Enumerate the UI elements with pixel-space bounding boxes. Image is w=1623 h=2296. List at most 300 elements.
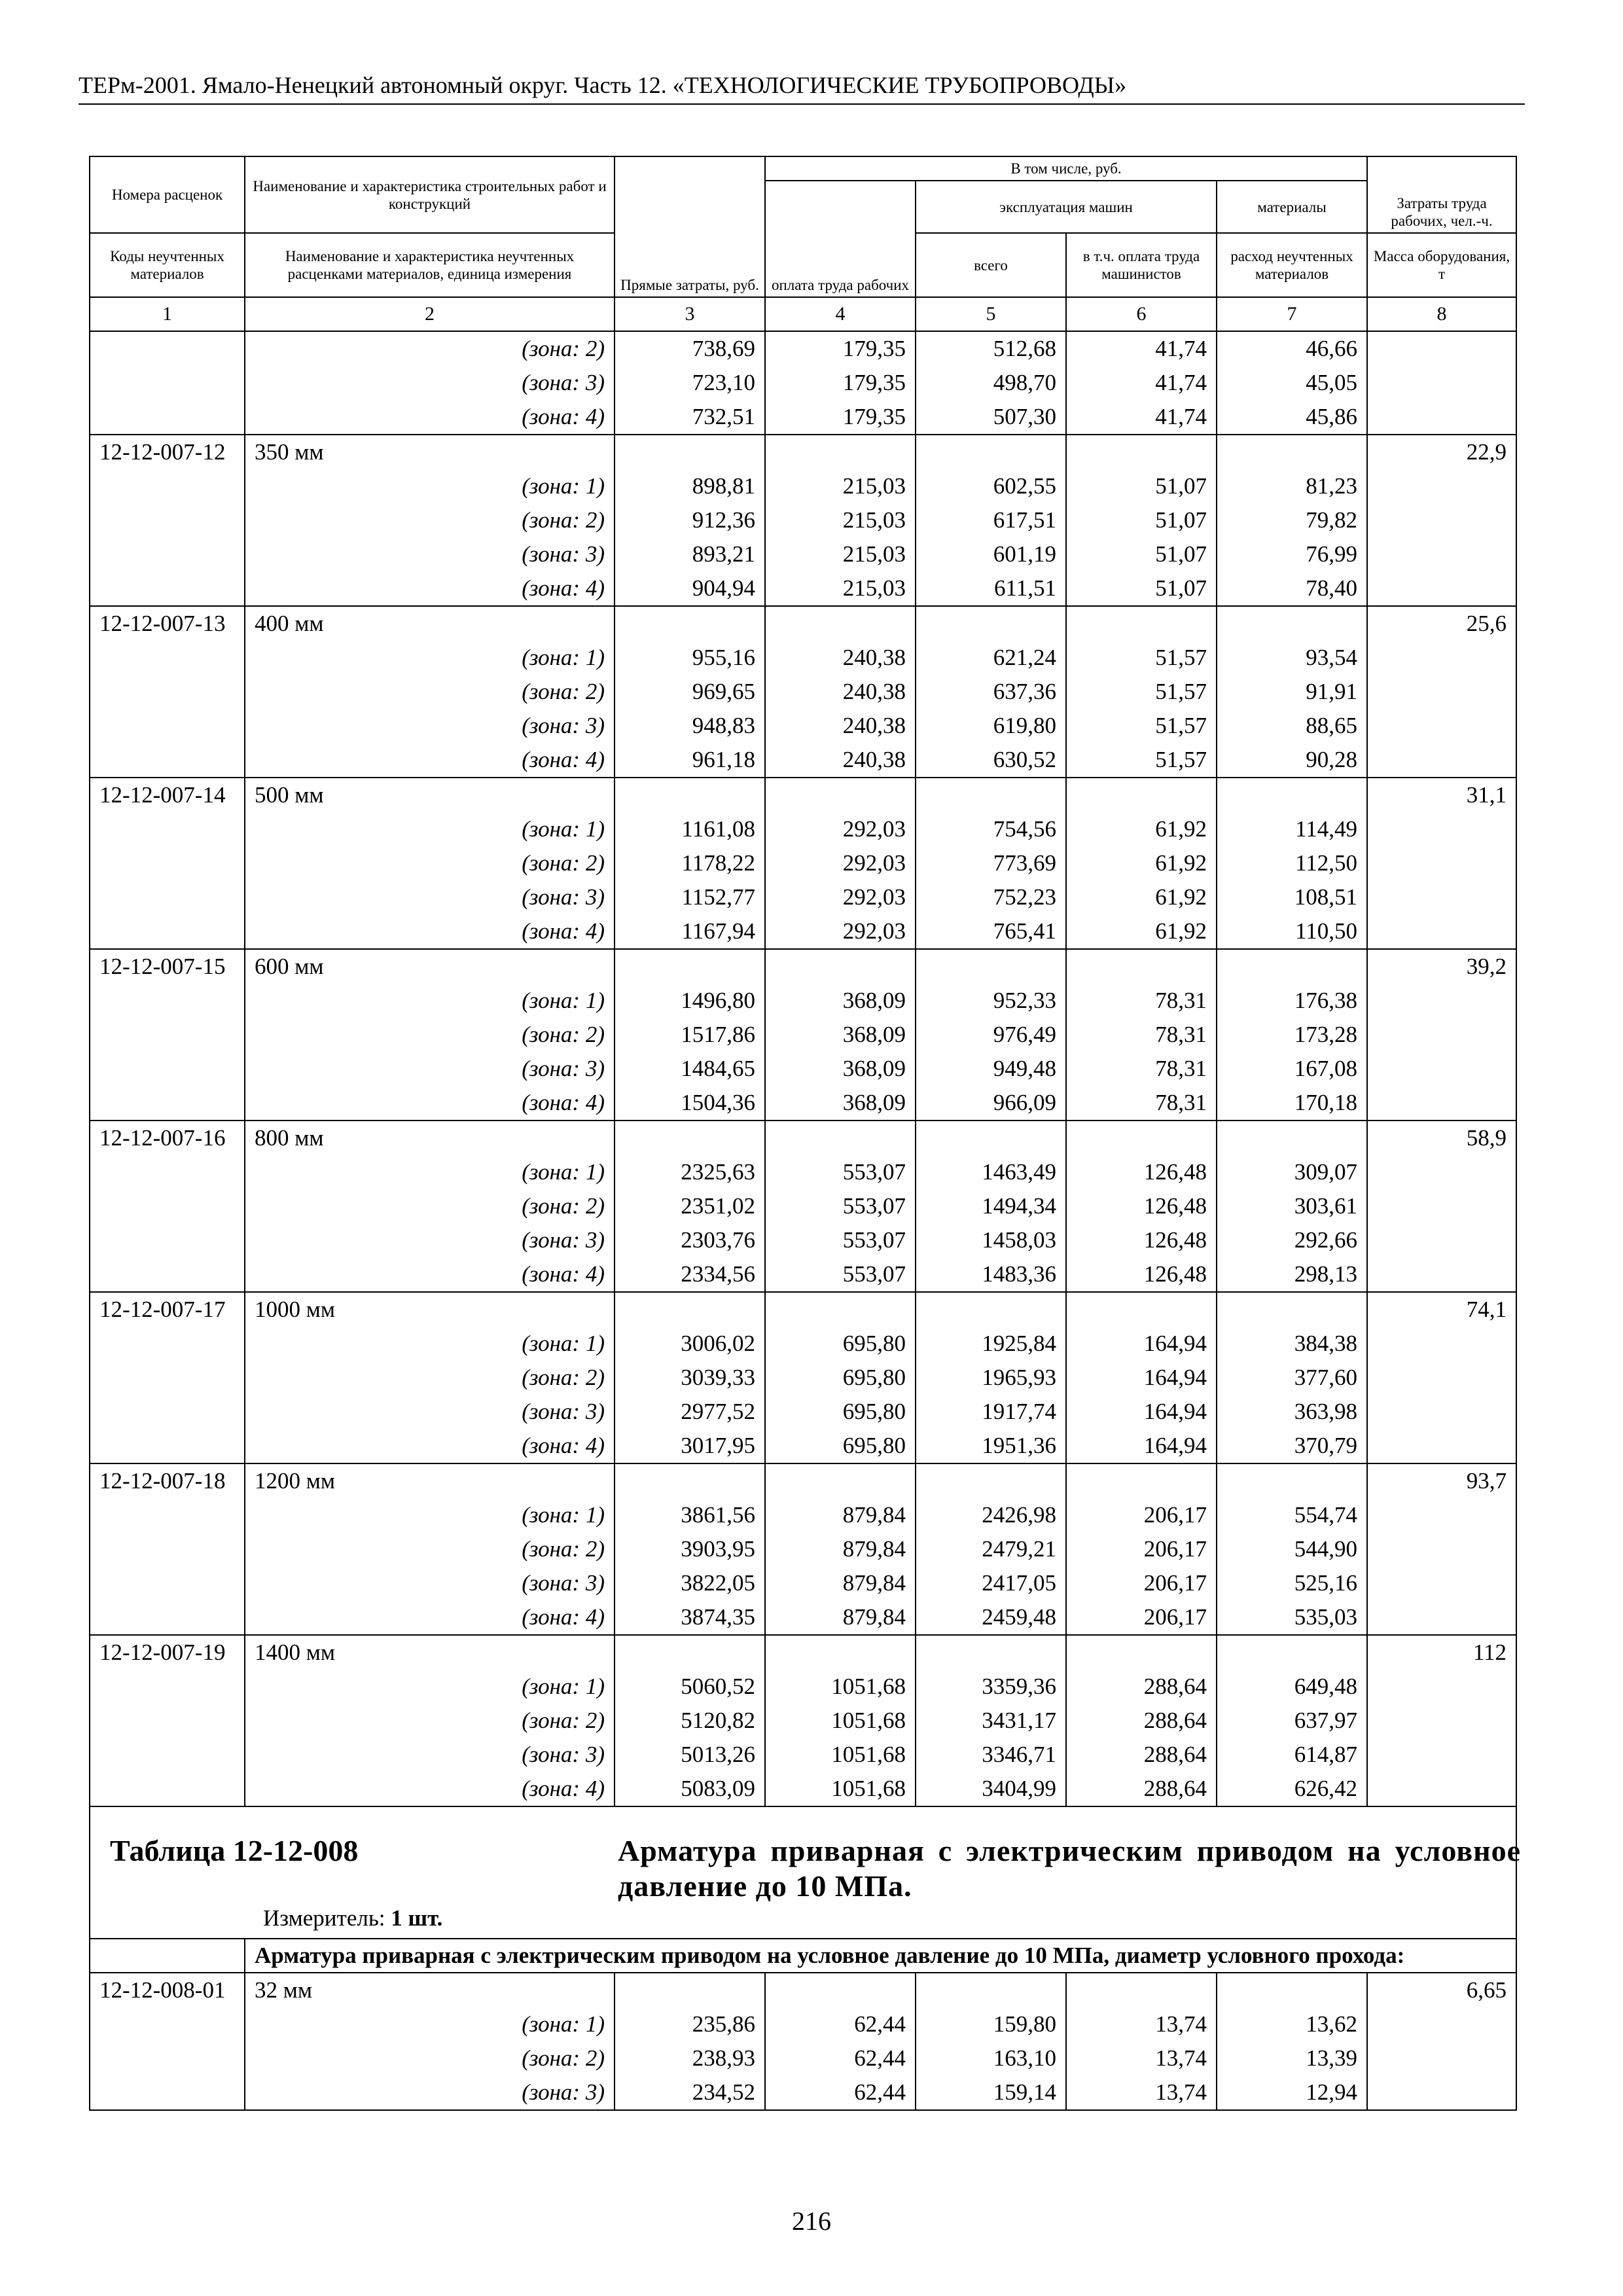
labor-cost: 368,09 — [765, 1052, 916, 1086]
operators-cost: 13,74 — [1066, 2075, 1217, 2110]
materials-cost: 614,87 — [1217, 1738, 1367, 1772]
direct-cost: 5013,26 — [615, 1738, 765, 1772]
col1-bottom-header: Коды неучтенных материалов — [90, 233, 245, 297]
labor-cost: 240,38 — [765, 709, 916, 743]
empty-cell — [916, 606, 1066, 641]
zone-label: (зона: 4) — [245, 1086, 615, 1121]
zone-label: (зона: 4) — [245, 1600, 615, 1635]
direct-cost: 1484,65 — [615, 1052, 765, 1086]
zone-label: (зона: 4) — [245, 400, 615, 435]
direct-cost: 2325,63 — [615, 1155, 765, 1189]
labor-hours-cell — [1367, 1566, 1516, 1600]
materials-cost: 370,79 — [1217, 1429, 1367, 1463]
column-number: 7 — [1217, 297, 1367, 331]
direct-cost: 723,10 — [615, 366, 765, 400]
operators-cost: 51,57 — [1066, 641, 1217, 675]
labor-hours-cell — [1367, 1532, 1516, 1566]
zone-row — [90, 846, 1516, 880]
operators-cost: 164,94 — [1066, 1429, 1217, 1463]
zone-label: (зона: 2) — [245, 1189, 615, 1223]
direct-cost: 1517,86 — [615, 1018, 765, 1052]
empty-cell — [916, 1635, 1066, 1670]
zone-row — [90, 1155, 1516, 1189]
labor-cost: 368,09 — [765, 984, 916, 1018]
direct-cost: 5083,09 — [615, 1772, 765, 1806]
operators-cost: 206,17 — [1066, 1600, 1217, 1635]
labor-cost: 62,44 — [765, 2007, 916, 2041]
code-cell — [90, 366, 245, 400]
labor-hours-cell — [1367, 743, 1516, 778]
labor-cost: 292,03 — [765, 812, 916, 846]
zone-row — [90, 914, 1516, 949]
machines-cost: 1965,93 — [916, 1361, 1066, 1395]
empty-cell — [615, 778, 765, 812]
direct-cost: 912,36 — [615, 503, 765, 537]
direct-cost: 2351,02 — [615, 1189, 765, 1223]
empty-cell — [765, 949, 916, 984]
col8-bottom-header: Масса оборудования, т — [1367, 233, 1516, 297]
code-cell — [90, 812, 245, 846]
col2-top-header: Наименование и характеристика строительных работ и конструкций — [245, 156, 615, 233]
col2-bottom-header: Наименование и характеристика неучтенных расценками материалов, единица измерения — [245, 233, 615, 297]
rate-head-row — [90, 1973, 1516, 2007]
materials-cost: 544,90 — [1217, 1532, 1367, 1566]
empty-cell — [916, 949, 1066, 984]
operators-cost: 206,17 — [1066, 1532, 1217, 1566]
labor-hours: 22,9 — [1367, 435, 1516, 469]
code-cell — [90, 709, 245, 743]
section-title: Арматура приварная с электрическим приводом на условное давление до 10 МПа, диаметр условного прохода: — [245, 1939, 1516, 1973]
zone-row — [90, 1018, 1516, 1052]
zone-label: (зона: 3) — [245, 1566, 615, 1600]
machines-cost: 159,80 — [916, 2007, 1066, 2041]
zone-row — [90, 709, 1516, 743]
zone-label: (зона: 1) — [245, 1498, 615, 1532]
code-cell — [90, 743, 245, 778]
code-cell — [90, 1155, 245, 1189]
labor-cost: 240,38 — [765, 675, 916, 709]
operators-cost: 126,48 — [1066, 1155, 1217, 1189]
operators-cost: 51,57 — [1066, 743, 1217, 778]
code-cell — [90, 400, 245, 435]
zone-row — [90, 1361, 1516, 1395]
empty-cell — [1066, 1463, 1217, 1498]
operators-cost: 61,92 — [1066, 846, 1217, 880]
zone-row — [90, 1566, 1516, 1600]
zone-row — [90, 1670, 1516, 1704]
labor-cost: 292,03 — [765, 880, 916, 914]
materials-cost: 649,48 — [1217, 1670, 1367, 1704]
code-cell — [90, 1018, 245, 1052]
code-cell — [90, 1189, 245, 1223]
labor-cost: 292,03 — [765, 846, 916, 880]
rate-diameter: 1400 мм — [245, 1635, 615, 1670]
labor-hours-cell — [1367, 984, 1516, 1018]
rate-diameter: 1000 мм — [245, 1292, 615, 1327]
empty-cell — [1217, 1973, 1367, 2007]
empty-cell — [916, 1292, 1066, 1327]
direct-cost: 2334,56 — [615, 1257, 765, 1292]
code-cell — [90, 2075, 245, 2110]
direct-cost: 3874,35 — [615, 1600, 765, 1635]
empty-cell — [765, 1635, 916, 1670]
labor-hours: 31,1 — [1367, 778, 1516, 812]
col8-top-header: Затраты труда рабочих, чел.-ч. — [1367, 156, 1516, 233]
labor-hours: 6,65 — [1367, 1973, 1516, 2007]
machines-cost: 637,36 — [916, 675, 1066, 709]
machines-cost: 159,14 — [916, 2075, 1066, 2110]
empty-cell — [765, 778, 916, 812]
code-cell — [90, 1086, 245, 1121]
machines-cost: 3359,36 — [916, 1670, 1066, 1704]
rate-code: 12-12-007-12 — [90, 435, 245, 469]
direct-cost: 2977,52 — [615, 1395, 765, 1429]
zone-label: (зона: 1) — [245, 984, 615, 1018]
materials-cost: 170,18 — [1217, 1086, 1367, 1121]
labor-cost: 1051,68 — [765, 1772, 916, 1806]
operators-cost: 126,48 — [1066, 1223, 1217, 1257]
zone-row — [90, 366, 1516, 400]
zone-row — [90, 984, 1516, 1018]
empty-cell — [916, 1973, 1066, 2007]
labor-cost: 62,44 — [765, 2041, 916, 2075]
machines-cost: 611,51 — [916, 571, 1066, 606]
empty-cell — [615, 949, 765, 984]
operators-cost: 206,17 — [1066, 1566, 1217, 1600]
column-number: 5 — [916, 297, 1066, 331]
materials-cost: 525,16 — [1217, 1566, 1367, 1600]
labor-hours-cell — [1367, 675, 1516, 709]
labor-cost: 695,80 — [765, 1429, 916, 1463]
code-cell — [90, 537, 245, 571]
rate-code: 12-12-008-01 — [90, 1973, 245, 2007]
direct-cost: 961,18 — [615, 743, 765, 778]
materials-cost: 81,23 — [1217, 469, 1367, 503]
zone-label: (зона: 2) — [245, 2041, 615, 2075]
zone-row — [90, 1429, 1516, 1463]
materials-cost: 554,74 — [1217, 1498, 1367, 1532]
measure — [263, 1905, 442, 1931]
materials-cost: 12,94 — [1217, 2075, 1367, 2110]
direct-cost: 1496,80 — [615, 984, 765, 1018]
labor-hours-cell — [1367, 1772, 1516, 1806]
labor-cost: 879,84 — [765, 1600, 916, 1635]
zone-row — [90, 1327, 1516, 1361]
labor-hours-cell — [1367, 1155, 1516, 1189]
rate-head-row — [90, 435, 1516, 469]
operators-cost: 13,74 — [1066, 2041, 1217, 2075]
empty-cell — [615, 606, 765, 641]
labor-hours-cell — [1367, 1361, 1516, 1395]
zone-label: (зона: 1) — [245, 812, 615, 846]
labor-hours-cell — [1367, 1670, 1516, 1704]
empty-cell — [615, 1121, 765, 1155]
labor-cost: 179,35 — [765, 366, 916, 400]
machines-cost: 752,23 — [916, 880, 1066, 914]
code-cell — [90, 1670, 245, 1704]
materials-header: материалы — [1217, 181, 1367, 233]
empty-cell — [90, 1939, 245, 1973]
zone-label: (зона: 4) — [245, 914, 615, 949]
code-cell — [90, 1600, 245, 1635]
materials-cost: 114,49 — [1217, 812, 1367, 846]
zone-label: (зона: 4) — [245, 1429, 615, 1463]
labor-hours-cell — [1367, 1738, 1516, 1772]
labor-hours-cell — [1367, 1189, 1516, 1223]
empty-cell — [1217, 435, 1367, 469]
rate-code: 12-12-007-17 — [90, 1292, 245, 1327]
labor-cost: 553,07 — [765, 1223, 916, 1257]
zone-row — [90, 1395, 1516, 1429]
table-label: Таблица 12-12-008 — [110, 1834, 359, 1867]
operators-cost: 51,57 — [1066, 709, 1217, 743]
labor-cost: 215,03 — [765, 469, 916, 503]
empty-cell — [1066, 1292, 1217, 1327]
zone-row — [90, 1086, 1516, 1121]
labor-hours-cell — [1367, 2041, 1516, 2075]
empty-cell — [1217, 949, 1367, 984]
labor-cost: 240,38 — [765, 743, 916, 778]
direct-cost: 5060,52 — [615, 1670, 765, 1704]
direct-cost: 2303,76 — [615, 1223, 765, 1257]
direct-cost: 1167,94 — [615, 914, 765, 949]
empty-cell — [765, 435, 916, 469]
machines-cost: 601,19 — [916, 537, 1066, 571]
zone-row — [90, 1052, 1516, 1086]
direct-cost: 3039,33 — [615, 1361, 765, 1395]
labor-hours-cell — [1367, 709, 1516, 743]
rate-head-row — [90, 1635, 1516, 1670]
materials-cost: 112,50 — [1217, 846, 1367, 880]
labor-hours-cell — [1367, 1327, 1516, 1361]
materials-cost: 309,07 — [1217, 1155, 1367, 1189]
labor-hours: 25,6 — [1367, 606, 1516, 641]
rate-code: 12-12-007-16 — [90, 1121, 245, 1155]
zone-label: (зона: 2) — [245, 331, 615, 366]
labor-hours-cell — [1367, 537, 1516, 571]
machines-cost: 765,41 — [916, 914, 1066, 949]
machines-cost: 507,30 — [916, 400, 1066, 435]
operators-cost: 41,74 — [1066, 331, 1217, 366]
column-number: 8 — [1367, 297, 1516, 331]
labor-cost: 879,84 — [765, 1498, 916, 1532]
empty-cell — [615, 1292, 765, 1327]
machines-cost: 1925,84 — [916, 1327, 1066, 1361]
empty-cell — [765, 1973, 916, 2007]
operators-cost: 51,07 — [1066, 537, 1217, 571]
machines-cost: 773,69 — [916, 846, 1066, 880]
zone-label: (зона: 3) — [245, 1395, 615, 1429]
materials-cost: 108,51 — [1217, 880, 1367, 914]
labor-cost: 240,38 — [765, 641, 916, 675]
direct-cost: 234,52 — [615, 2075, 765, 2110]
zone-label: (зона: 2) — [245, 675, 615, 709]
materials-cost: 173,28 — [1217, 1018, 1367, 1052]
zone-row — [90, 675, 1516, 709]
materials-cost: 167,08 — [1217, 1052, 1367, 1086]
zone-label: (зона: 3) — [245, 880, 615, 914]
machines-cost: 976,49 — [916, 1018, 1066, 1052]
materials-cost: 88,65 — [1217, 709, 1367, 743]
zone-label: (зона: 1) — [245, 641, 615, 675]
operators-cost: 51,07 — [1066, 469, 1217, 503]
col1-top-header: Номера расценок — [90, 156, 245, 233]
code-cell — [90, 880, 245, 914]
labor-cost: 179,35 — [765, 400, 916, 435]
materials-cost: 76,99 — [1217, 537, 1367, 571]
rate-head-row — [90, 949, 1516, 984]
labor-cost: 1051,68 — [765, 1670, 916, 1704]
machines-cost: 621,24 — [916, 641, 1066, 675]
section-row — [90, 1939, 1516, 1973]
labor-hours-cell — [1367, 1429, 1516, 1463]
code-cell — [90, 1738, 245, 1772]
zone-row — [90, 469, 1516, 503]
code-cell — [90, 1704, 245, 1738]
direct-cost: 238,93 — [615, 2041, 765, 2075]
machines-cost: 2479,21 — [916, 1532, 1066, 1566]
rate-diameter: 1200 мм — [245, 1463, 615, 1498]
zone-row — [90, 1223, 1516, 1257]
labor-hours-cell — [1367, 1018, 1516, 1052]
empty-cell — [1217, 1121, 1367, 1155]
direct-cost: 893,21 — [615, 537, 765, 571]
labor-hours-cell — [1367, 641, 1516, 675]
labor-cost: 215,03 — [765, 571, 916, 606]
direct-cost: 3017,95 — [615, 1429, 765, 1463]
labor-cost: 62,44 — [765, 2075, 916, 2110]
rate-diameter: 600 мм — [245, 949, 615, 984]
materials-cost: 90,28 — [1217, 743, 1367, 778]
machines-cost: 630,52 — [916, 743, 1066, 778]
empty-cell — [1217, 778, 1367, 812]
direct-cost: 3822,05 — [615, 1566, 765, 1600]
empty-cell — [1066, 778, 1217, 812]
machines-cost: 2459,48 — [916, 1600, 1066, 1635]
operators-cost: 51,07 — [1066, 503, 1217, 537]
operators-cost: 41,74 — [1066, 400, 1217, 435]
operators-cost: 61,92 — [1066, 880, 1217, 914]
rate-diameter: 500 мм — [245, 778, 615, 812]
zone-label: (зона: 3) — [245, 1223, 615, 1257]
labor-hours-cell — [1367, 1600, 1516, 1635]
measure-value: 1 шт. — [391, 1905, 443, 1931]
rate-head-row — [90, 778, 1516, 812]
empty-cell — [916, 1463, 1066, 1498]
materials-cost: 292,66 — [1217, 1223, 1367, 1257]
zone-row — [90, 1498, 1516, 1532]
operators-cost: 288,64 — [1066, 1704, 1217, 1738]
zone-row — [90, 743, 1516, 778]
machines-cost: 512,68 — [916, 331, 1066, 366]
rate-code: 12-12-007-14 — [90, 778, 245, 812]
zone-row — [90, 2041, 1516, 2075]
direct-cost: 1504,36 — [615, 1086, 765, 1121]
direct-cost: 3861,56 — [615, 1498, 765, 1532]
materials-cost: 363,98 — [1217, 1395, 1367, 1429]
labor-cost: 695,80 — [765, 1395, 916, 1429]
machines-cost: 1494,34 — [916, 1189, 1066, 1223]
labor-cost: 215,03 — [765, 537, 916, 571]
labor-cost: 695,80 — [765, 1361, 916, 1395]
rate-code: 12-12-007-15 — [90, 949, 245, 984]
rate-diameter: 400 мм — [245, 606, 615, 641]
materials-cost: 79,82 — [1217, 503, 1367, 537]
zone-row — [90, 331, 1516, 366]
zone-label: (зона: 3) — [245, 709, 615, 743]
direct-cost: 738,69 — [615, 331, 765, 366]
zone-label: (зона: 2) — [245, 846, 615, 880]
materials-cost: 46,66 — [1217, 331, 1367, 366]
zone-label: (зона: 4) — [245, 1257, 615, 1292]
machines-cost: 754,56 — [916, 812, 1066, 846]
zone-label: (зона: 3) — [245, 2075, 615, 2110]
zone-label: (зона: 1) — [245, 1327, 615, 1361]
machines-cost: 1458,03 — [916, 1223, 1066, 1257]
zone-label: (зона: 1) — [245, 2007, 615, 2041]
zone-label: (зона: 2) — [245, 1018, 615, 1052]
zone-row — [90, 571, 1516, 606]
column-number: 3 — [615, 297, 765, 331]
labor-hours-cell — [1367, 1052, 1516, 1086]
zone-row — [90, 1189, 1516, 1223]
direct-cost: 898,81 — [615, 469, 765, 503]
machines-cost: 1917,74 — [916, 1395, 1066, 1429]
code-cell — [90, 1429, 245, 1463]
labor-cost: 215,03 — [765, 503, 916, 537]
labor-hours: 58,9 — [1367, 1121, 1516, 1155]
labor-cost: 368,09 — [765, 1018, 916, 1052]
labor-hours-cell — [1367, 1257, 1516, 1292]
labor-hours-cell — [1367, 571, 1516, 606]
operators-cost: 13,74 — [1066, 2007, 1217, 2041]
labor-hours-cell — [1367, 812, 1516, 846]
empty-cell — [615, 1635, 765, 1670]
empty-cell — [615, 1973, 765, 2007]
labor-cost: 879,84 — [765, 1566, 916, 1600]
rate-head-row — [90, 1292, 1516, 1327]
column-number: 2 — [245, 297, 615, 331]
empty-cell — [1217, 1292, 1367, 1327]
labor-hours-cell — [1367, 366, 1516, 400]
zone-label: (зона: 2) — [245, 1532, 615, 1566]
labor-hours-cell — [1367, 400, 1516, 435]
rate-code: 12-12-007-18 — [90, 1463, 245, 1498]
table-title-row — [90, 1806, 1516, 1939]
labor-hours: 112 — [1367, 1635, 1516, 1670]
labor-hours-cell — [1367, 1498, 1516, 1532]
empty-cell — [1066, 949, 1217, 984]
zone-label: (зона: 2) — [245, 1361, 615, 1395]
direct-cost: 5120,82 — [615, 1704, 765, 1738]
labor-hours-cell — [1367, 2007, 1516, 2041]
empty-cell — [1217, 1635, 1367, 1670]
rate-diameter: 32 мм — [245, 1973, 615, 2007]
col5-header: всего — [916, 233, 1066, 297]
empty-cell — [615, 1463, 765, 1498]
code-cell — [90, 1772, 245, 1806]
labor-hours-cell — [1367, 1704, 1516, 1738]
col4-header: оплата труда рабочих — [765, 181, 916, 297]
operators-cost: 78,31 — [1066, 984, 1217, 1018]
operators-cost: 126,48 — [1066, 1257, 1217, 1292]
rate-code: 12-12-007-19 — [90, 1635, 245, 1670]
page-number: 216 — [792, 2206, 831, 2236]
zone-label: (зона: 2) — [245, 1704, 615, 1738]
column-number: 1 — [90, 297, 245, 331]
zone-label: (зона: 1) — [245, 469, 615, 503]
labor-hours-cell — [1367, 914, 1516, 949]
